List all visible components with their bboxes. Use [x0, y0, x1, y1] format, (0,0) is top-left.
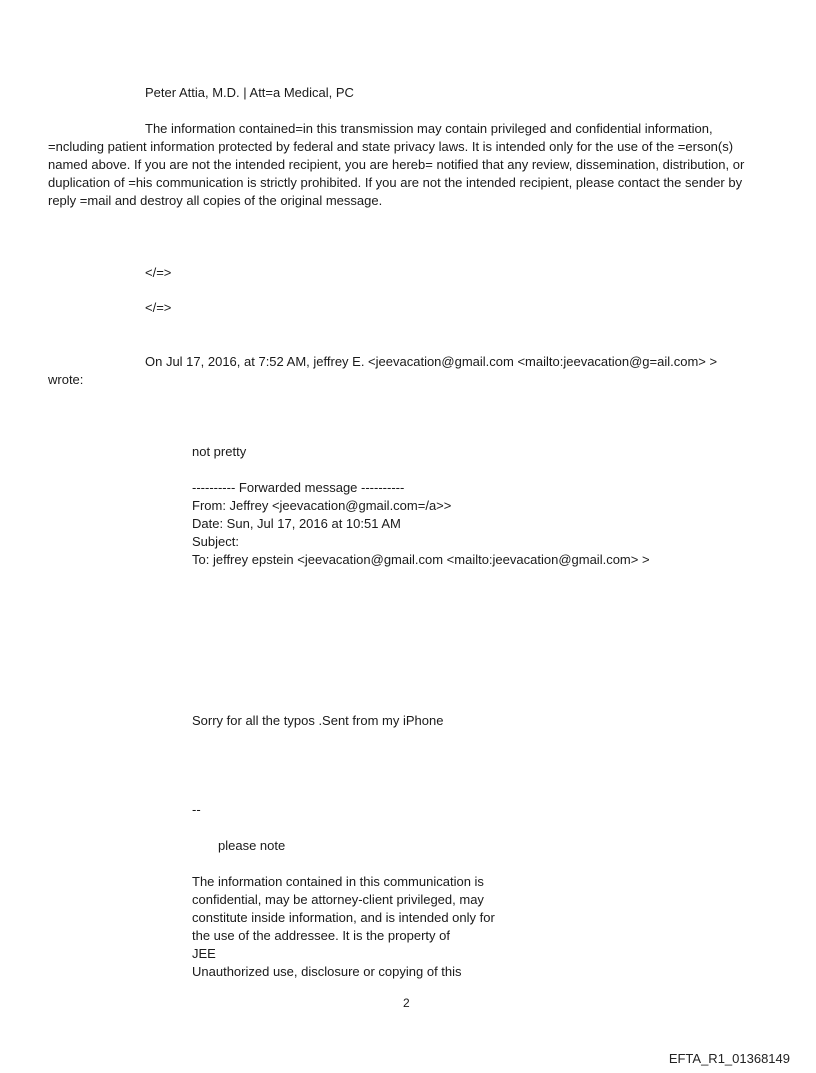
confidentiality-notice — [192, 873, 522, 981]
signature-separator: -- — [192, 802, 201, 817]
forwarded-header: ---------- Forwarded message ---------- — [192, 480, 405, 495]
forwarded-from: From: Jeffrey <jeevacation@gmail.com=/a>> — [192, 498, 452, 513]
forwarded-date: Date: Sun, Jul 17, 2016 at 10:51 AM — [192, 516, 401, 531]
confidential-line: JEE — [192, 946, 216, 961]
tag-line-1: </=> — [145, 265, 172, 280]
confidential-line: confidential, may be attorney-client privileged, may — [192, 892, 484, 907]
reply-attribution: On Jul 17, 2016, at 7:52 AM, jeffrey E. <jeevacation@gmail.com <mailto:jeevacation@g=ail.com> > — [145, 354, 718, 369]
forwarded-to: To: jeffrey epstein <jeevacation@gmail.com <mailto:jeevacation@gmail.com> > — [192, 552, 650, 567]
message-body-not-pretty: not pretty — [192, 444, 247, 459]
confidential-line: Unauthorized use, disclosure or copying of this — [192, 964, 462, 979]
reply-attribution-wrote: wrote: — [48, 372, 84, 387]
iphone-signature: Sorry for all the typos .Sent from my iPhone — [192, 713, 444, 728]
confidential-line: constitute inside information, and is intended only for — [192, 910, 495, 925]
confidential-line: the use of the addressee. It is the property of — [192, 928, 450, 943]
signature-line: Peter Attia, M.D. | Att=a Medical, PC — [145, 85, 354, 100]
page-number: 2 — [403, 996, 410, 1010]
bates-number: EFTA_R1_01368149 — [668, 1051, 790, 1066]
disclaimer-text: The information contained=in this transmission may contain privileged and confidential information, =ncluding patient information protected by federal and state privacy laws. It is intended only for the use of the =erson(s) named above. If you are not the intended recipient, you are hereb= notified that any review, dissemination, distribution, or duplication of =his communication is strictly prohibited. If you are not the intended recipient, please contact the sender by reply =mail and destroy all copies of the original message. — [48, 121, 745, 208]
please-note: please note — [218, 838, 286, 853]
forwarded-subject: Subject: — [192, 534, 239, 549]
tag-line-2: </=> — [145, 300, 172, 315]
privacy-disclaimer — [48, 120, 770, 210]
confidential-line: The information contained in this communication is — [192, 874, 484, 889]
